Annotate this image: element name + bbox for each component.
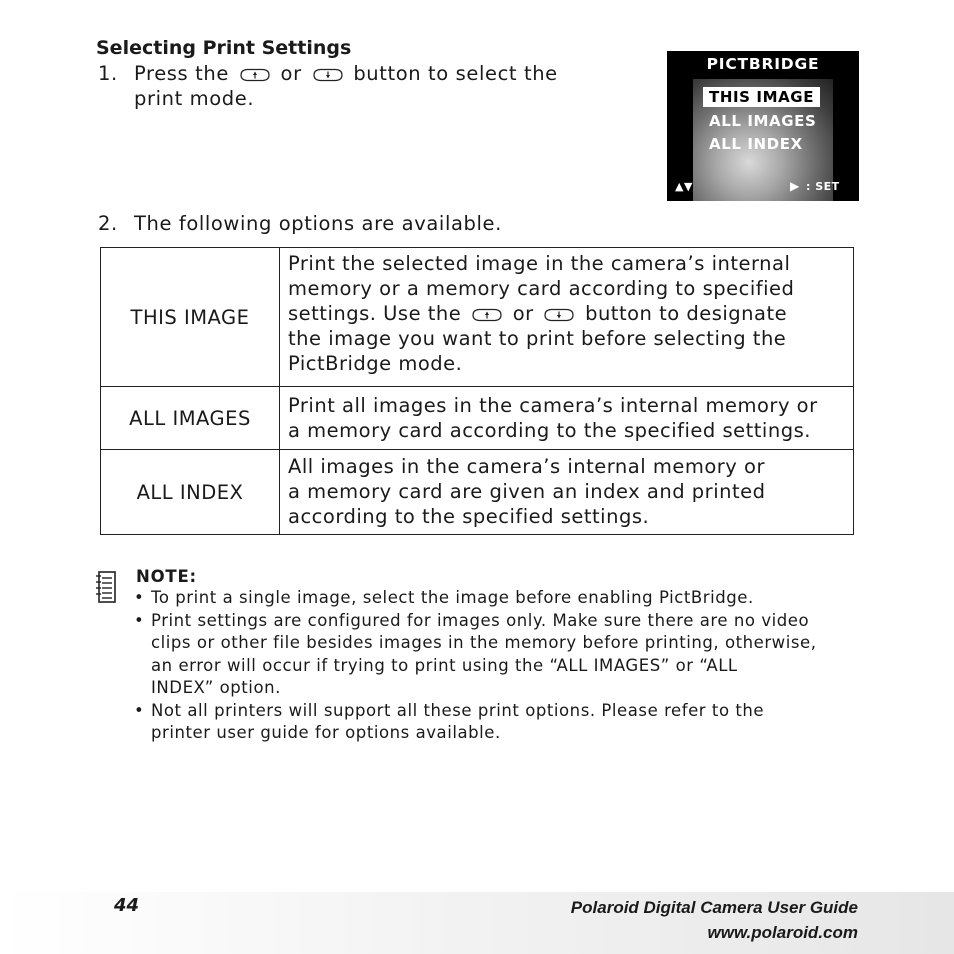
section-heading: Selecting Print Settings — [96, 37, 352, 59]
table-row — [101, 450, 854, 535]
table-row — [101, 387, 854, 450]
down-button-icon — [311, 68, 345, 82]
camera-lcd-screen — [667, 51, 859, 201]
screen-option: ALL IMAGES — [709, 112, 817, 130]
note-title: NOTE: — [136, 567, 197, 586]
website-url: www.polaroid.com — [707, 923, 858, 942]
print-options-table — [100, 247, 854, 535]
screen-title: PICTBRIDGE — [706, 55, 820, 73]
table-row — [101, 248, 854, 387]
step-1-line-2: print mode. — [134, 87, 255, 110]
up-button-icon — [470, 308, 504, 322]
option-label: THIS IMAGE — [101, 248, 280, 387]
option-label: ALL INDEX — [101, 450, 280, 535]
down-button-icon — [542, 308, 576, 322]
step-number: 1. — [98, 62, 118, 85]
step-number: 2. — [98, 212, 118, 235]
screen-option-selected: THIS IMAGE — [703, 87, 820, 107]
play-icon: ▶ — [790, 179, 800, 193]
option-label: ALL IMAGES — [101, 387, 280, 450]
list-item: • Not all printers will support all these print options. Please refer to the printer user guide for options available. — [133, 700, 817, 745]
page-number: 44 — [114, 895, 140, 916]
note-list — [133, 587, 817, 745]
guide-title: Polaroid Digital Camera User Guide — [570, 898, 858, 917]
option-description: All images in the camera’s internal memory or a memory card are given an index and printed according to the specified settings. — [280, 450, 854, 535]
option-description: Print the selected image in the camera’s internal memory or a memory card according to specified settings. Use the or button to designate the image you want to print before selecting the PictBridge mode. — [280, 248, 854, 387]
screen-option: ALL INDEX — [709, 135, 803, 153]
screen-nav-hint: ▲▼ — [675, 180, 693, 193]
up-button-icon — [238, 68, 272, 82]
option-description: Print all images in the camera’s internal memory or a memory card according to the specified settings. — [280, 387, 854, 450]
notepad-icon — [94, 570, 120, 604]
screen-set-label: : SET — [806, 180, 840, 193]
list-item: • To print a single image, select the image before enabling PictBridge. — [133, 587, 817, 610]
list-item: • Print settings are configured for images only. Make sure there are no video clips or other file besides images in the memory before printing, otherwise, an error will occur if trying to print using the “ALL IMAGES” or “ALL INDEX” option. — [133, 610, 817, 700]
